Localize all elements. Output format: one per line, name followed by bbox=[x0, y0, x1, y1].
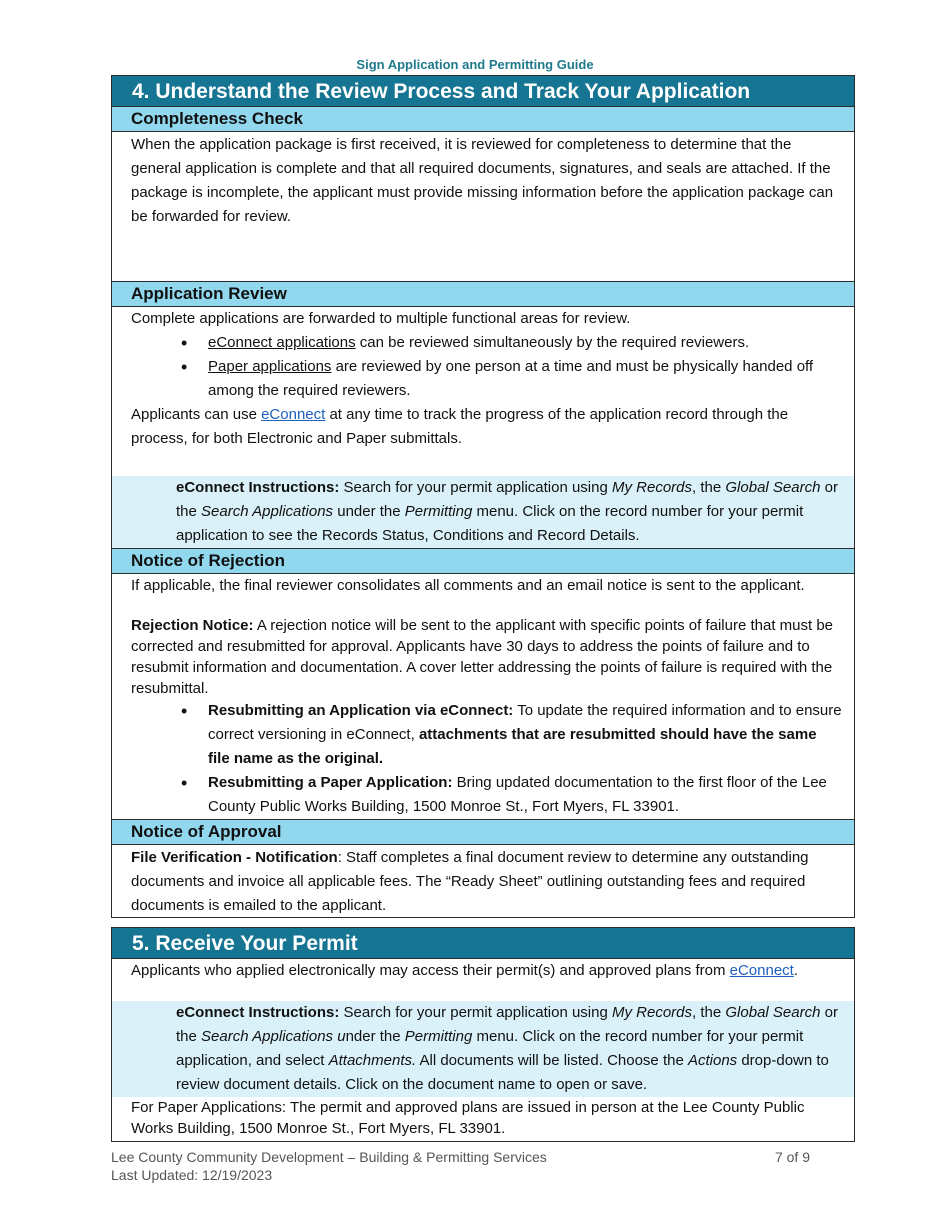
notice-of-rejection-body bbox=[112, 574, 854, 819]
page-number: 7 of 9 bbox=[774, 1149, 810, 1165]
econnect-applications-link[interactable]: eConnect applications bbox=[208, 334, 356, 351]
completeness-check-body bbox=[112, 132, 854, 281]
list-item bbox=[189, 331, 842, 355]
receive-permit-intro bbox=[112, 958, 854, 1001]
list-item-text: are reviewed by one person at a time and must be physically handed off among the required reviewers. bbox=[208, 358, 814, 399]
approval-text: File Verification - Notification: Staff completes a final document review to determine any outstanding documents and invoice all applicable fees. The “Ready Sheet” outlining outstanding fees and required documents is emailed to the applicant. bbox=[131, 849, 809, 914]
list-item: • Resubmitting an Application via eConnect: To update the required information and to ensure correct versioning in eConnect, attachments that are resubmitted should have the same file name as the original. bbox=[189, 699, 842, 771]
rejection-intro: If applicable, the final reviewer consolidates all comments and an email notice is sent to the applicant. bbox=[131, 577, 805, 594]
instructions-label: eConnect Instructions: bbox=[176, 479, 340, 496]
paper-applications-text: For Paper Applications: The permit and approved plans are issued in person at the Lee County Public Works Building, 1500 Monroe St., Fort Myers, FL 33901. bbox=[131, 1099, 805, 1137]
econnect-instructions-box: eConnect Instructions: Search for your permit application using My Records, the Global Search or the Search Applications under the Permitting menu. Click on the record number for your permit application to see the Records Status, Conditions and Record Details. bbox=[112, 476, 854, 548]
section-4-title: 4. Understand the Review Process and Track Your Application bbox=[112, 76, 854, 106]
document-header: Sign Application and Permitting Guide bbox=[356, 57, 594, 72]
notice-of-approval-body bbox=[112, 845, 854, 917]
section-4 bbox=[111, 75, 855, 918]
application-review-body bbox=[112, 307, 854, 476]
section-5 bbox=[111, 927, 855, 1142]
econnect-link[interactable]: eConnect bbox=[261, 406, 326, 423]
notice-of-approval-title: Notice of Approval bbox=[112, 819, 854, 845]
section-5-title: 5. Receive Your Permit bbox=[112, 928, 854, 958]
paper-applications-link[interactable]: Paper applications bbox=[208, 358, 332, 375]
footer-updated: Last Updated: 12/19/2023 bbox=[111, 1167, 273, 1183]
econnect-link[interactable]: eConnect bbox=[729, 962, 794, 979]
review-intro: Complete applications are forwarded to multiple functional areas for review. bbox=[131, 310, 631, 327]
paper-applications-body bbox=[112, 1097, 854, 1141]
instructions-label: eConnect Instructions: bbox=[176, 1004, 340, 1021]
rejection-notice: Rejection Notice: A rejection notice will be sent to the applicant with specific points of failure that must be corrected and resubmitted for approval. Applicants have 30 days to address the points of failure and to resubmit information and documentation. A cover letter addressing the points of failure is required with the resubmittal. bbox=[131, 617, 834, 697]
page-footer bbox=[111, 1148, 855, 1184]
rejection-list bbox=[131, 699, 842, 819]
completeness-check-title: Completeness Check bbox=[112, 106, 854, 132]
footer-org: Lee County Community Development – Building & Permitting Services bbox=[111, 1149, 547, 1165]
list-item: • Resubmitting a Paper Application: Bring updated documentation to the first floor of the Lee County Public Works Building, 1500 Monroe St., Fort Myers, FL 33901. bbox=[189, 771, 842, 819]
review-track-text: Applicants can use eConnect at any time to track the progress of the application record through the process, for both Electronic and Paper submittals. bbox=[131, 406, 789, 447]
receive-permit-text: Applicants who applied electronically may access their permit(s) and approved plans from eConnect. bbox=[131, 962, 799, 979]
list-item bbox=[189, 355, 842, 403]
completeness-text: When the application package is first received, it is reviewed for completeness to determine that the general application is complete and that all required documents, signatures, and seals are attached. If the package is incomplete, the applicant must provide missing information before the application package can be forwarded for review. bbox=[131, 136, 834, 225]
list-item-text: can be reviewed simultaneously by the required reviewers. bbox=[355, 334, 750, 351]
notice-of-rejection-title: Notice of Rejection bbox=[112, 548, 854, 574]
application-review-title: Application Review bbox=[112, 281, 854, 307]
econnect-instructions-box: eConnect Instructions: Search for your permit application using My Records, the Global Search or the Search Applications under the Permitting menu. Click on the record number for your permit application, and select Attachments. All documents will be listed. Choose the Actions drop-down to review document details. Click on the document name to open or save. bbox=[112, 1001, 854, 1097]
review-list bbox=[131, 331, 842, 403]
